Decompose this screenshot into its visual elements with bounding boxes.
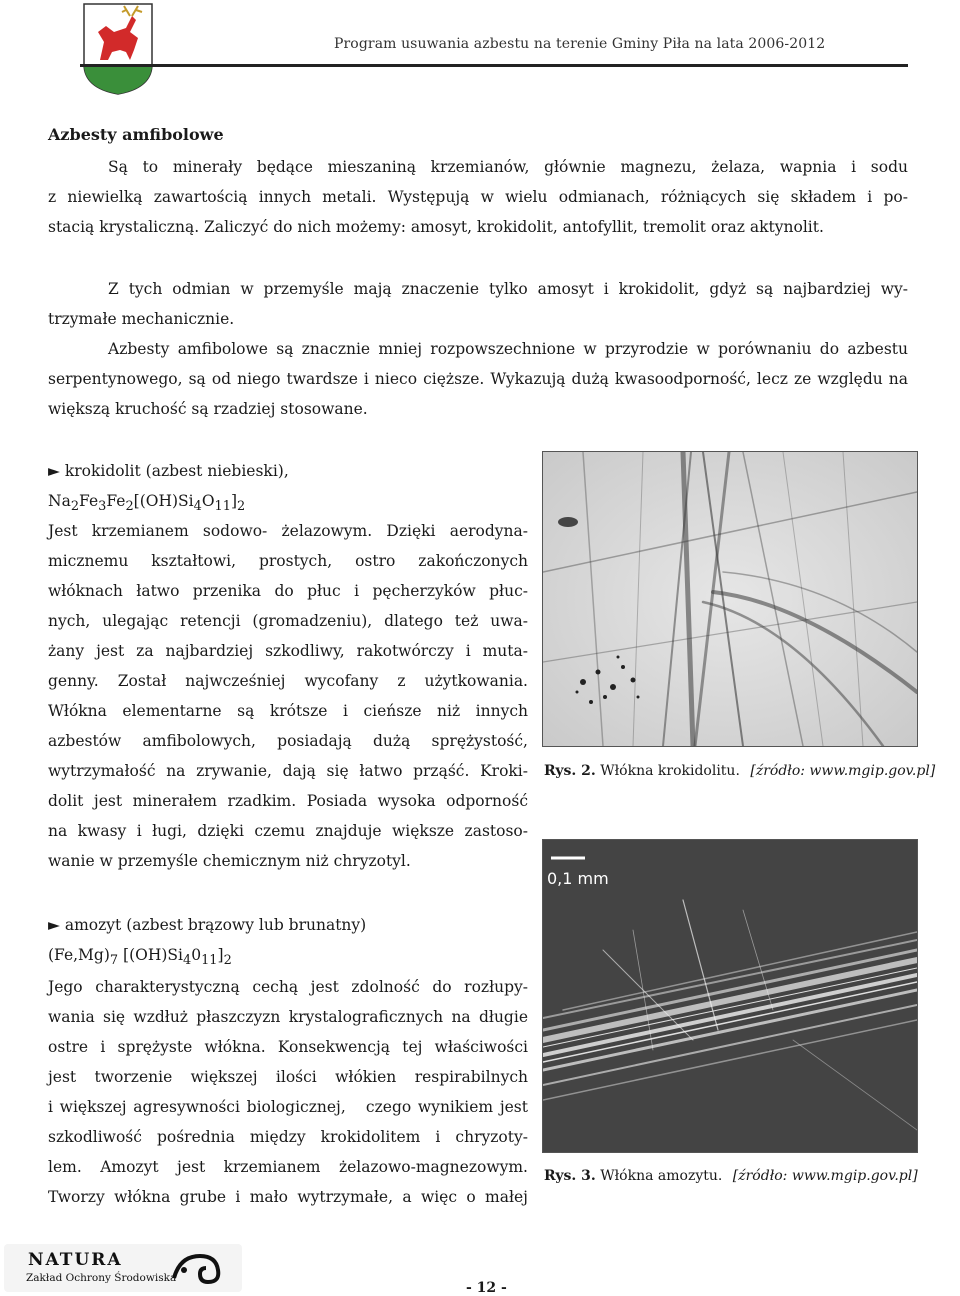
- figure-label: Rys. 2.: [544, 763, 596, 779]
- body-line: i większej agresywności biologicznej, czego wynikiem jest: [48, 1098, 528, 1116]
- figure-2-caption: [544, 763, 935, 779]
- paragraph-line: Azbesty amfibolowe są znacznie mniej rozpowszechnione w przyrodzie w porównaniu do azbestu: [108, 340, 908, 358]
- figure-text: Włókna krokidolitu.: [600, 763, 740, 779]
- natura-logo: [4, 1244, 242, 1292]
- scale-label: 0,1 mm: [547, 869, 609, 888]
- krokidolit-fibers-photo: [542, 451, 918, 747]
- figure-text: Włókna amozytu.: [600, 1168, 723, 1184]
- body-line: Tworzy włókna grube i mało wytrzymałe, a więc o małej: [48, 1188, 528, 1206]
- body-line: nych, ulegając retencji (gromadzeniu), dlatego też uwa-: [48, 612, 528, 630]
- figure-source: [źródło: www.mgip.gov.pl]: [750, 763, 936, 779]
- body-line: Jest krzemianem sodowo- żelazowym. Dzięki aerodyna-: [48, 522, 528, 540]
- figure-label: Rys. 3.: [544, 1168, 596, 1184]
- body-line: wania się wzdłuż płaszczyzn krystalograficznych na długie: [48, 1008, 528, 1026]
- body-line: na kwasy i ługi, dzięki czemu znajduje większe zastoso-: [48, 822, 528, 840]
- logo-subtitle: Zakład Ochrony Środowiska: [26, 1272, 177, 1284]
- body-line: lem. Amozyt jest krzemianem żelazowo-magnezowym.: [48, 1158, 528, 1176]
- paragraph-line: serpentynowego, są od niego twardsze i nieco cięższe. Wykazują dużą kwasoodporność, lecz ze względu na: [48, 370, 908, 388]
- amozyt-fibers-photo: [542, 839, 918, 1153]
- paragraph-line: Są to minerały będące mieszaniną krzemianów, głównie magnezu, żelaza, wapnia i sodu: [108, 158, 908, 176]
- section-heading: Azbesty amfibolowe: [48, 125, 224, 144]
- body-line: wanie w przemyśle chemicznym niż chryzotyl.: [48, 852, 411, 870]
- body-line: żany jest za najbardziej szkodliwy, rakotwórczy i muta-: [48, 642, 528, 660]
- amozyt-formula: $(Fe,Mg)_7$ $[(OH)Si_40_{11}]_2$: [48, 946, 232, 969]
- header-divider: [80, 64, 908, 67]
- body-line: Jego charakterystyczną cechą jest zdolność do rozłupy-: [48, 978, 528, 996]
- coat-of-arms-logo: [80, 2, 156, 96]
- krokidolit-title: ► krokidolit (azbest niebieski),: [48, 462, 289, 480]
- paragraph-line: większą kruchość są rzadziej stosowane.: [48, 400, 368, 418]
- body-line: dolit jest minerałem rzadkim. Posiada wysoka odporność: [48, 792, 528, 810]
- body-line: Włókna elementarne są krótsze i cieńsze niż innych: [48, 702, 528, 720]
- body-line: włóknach łatwo przenika do płuc i pęcherzyków płuc-: [48, 582, 528, 600]
- krokidolit-formula: $Na_2Fe_3Fe_2[(OH)Si_4O_{11}]_2$: [48, 492, 246, 515]
- paragraph-line: z niewielką zawartością innych metali. Występują w wielu odmianach, różniących się składem i po-: [48, 188, 908, 206]
- body-line: wytrzymałość na zrywanie, dają się łatwo prząść. Kroki-: [48, 762, 528, 780]
- figure-3-caption: [544, 1168, 918, 1184]
- body-line: jest tworzenie większej ilości włókien respirabilnych: [48, 1068, 528, 1086]
- paragraph-line: stacią krystaliczną. Zaliczyć do nich możemy: amosyt, krokidolit, antofyllit, tremolit oraz aktynolit.: [48, 218, 824, 236]
- header-title: Program usuwania azbestu na terenie Gminy Piła na lata 2006-2012: [334, 36, 826, 52]
- figure-source: [źródło: www.mgip.gov.pl]: [732, 1168, 918, 1184]
- body-line: ostre i sprężyste włókna. Konsekwencją tej właściwości: [48, 1038, 528, 1056]
- paragraph-line: Z tych odmian w przemyśle mają znaczenie tylko amosyt i krokidolit, gdyż są najbardziej wy-: [108, 280, 908, 298]
- body-line: szkodliwość pośrednia między krokidolitem i chryzoty-: [48, 1128, 528, 1146]
- page-number: - 12 -: [466, 1280, 507, 1296]
- amozyt-title: ► amozyt (azbest brązowy lub brunatny): [48, 916, 367, 934]
- body-line: genny. Został najwcześniej wycofany z użytkowania.: [48, 672, 528, 690]
- krokidolit-body: [48, 516, 528, 876]
- chameleon-icon: [170, 1248, 224, 1288]
- body-line: azbestów amfibolowych, posiadają dużą sprężystość,: [48, 732, 528, 750]
- amozyt-body: [48, 972, 528, 1212]
- body-line: micznemu kształtowi, prostych, ostro zakończonych: [48, 552, 528, 570]
- paragraph-line: trzymałe mechanicznie.: [48, 310, 235, 328]
- logo-title: NATURA: [28, 1250, 123, 1270]
